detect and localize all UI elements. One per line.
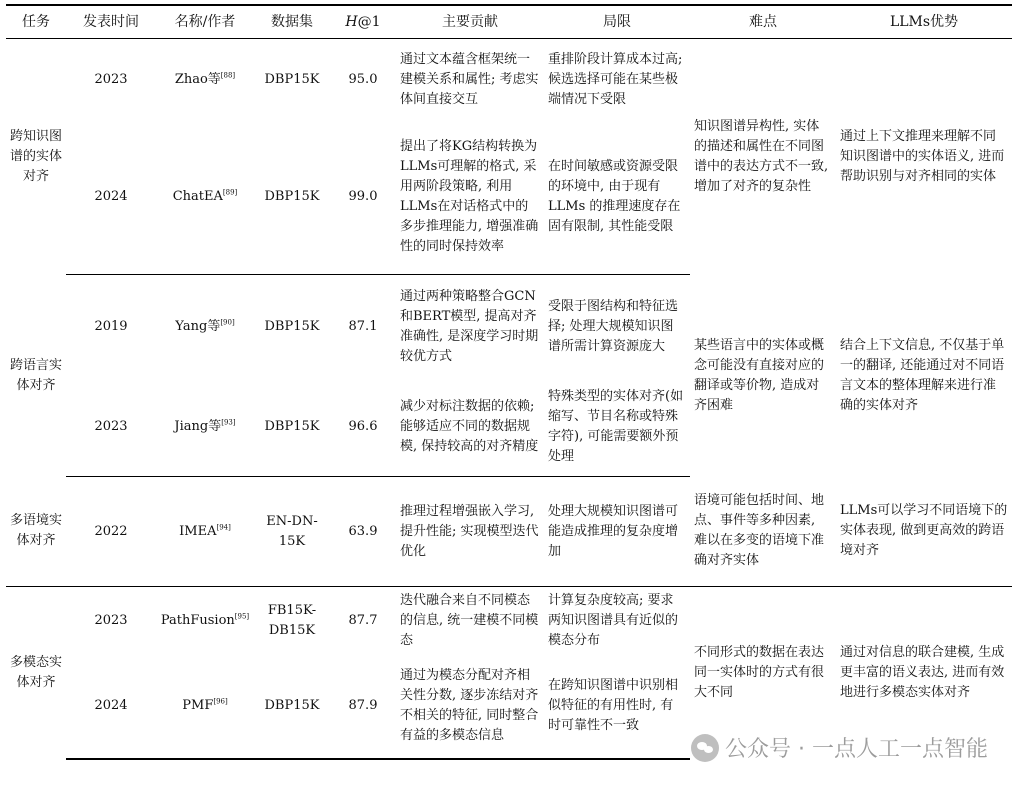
header-metric-h: H xyxy=(345,14,358,30)
year-cell: 2023 xyxy=(94,612,128,628)
author-name: Zhao等 xyxy=(174,71,221,87)
dataset-cell: DBP15K xyxy=(254,379,330,477)
author-cell xyxy=(156,379,254,477)
citation-ref: [94] xyxy=(216,523,231,532)
limitation-cell: 特殊类型的实体对齐(如缩写、节目名称或特殊字符), 可能需要额外预处理 xyxy=(544,379,690,477)
advantage-cell: 通过对信息的联合建模, 生成更丰富的语义表达, 进而有效地进行多模态实体对齐 xyxy=(840,644,1005,700)
contribution-cell: 推理过程增强嵌入学习, 提升性能; 实现模型迭代优化 xyxy=(396,477,544,587)
score-cell: 95.0 xyxy=(348,71,378,87)
contribution-cell: 迭代融合来自不同模态的信息, 统一建模不同模态 xyxy=(400,592,539,648)
header-row xyxy=(6,5,1012,39)
watermark xyxy=(691,732,988,763)
advantage-cell: 结合上下文信息, 不仅基于单一的翻译, 还能通过对不同语言文本的整体理解来进行准确的实体对齐 xyxy=(840,337,1005,413)
header-difficulty: 难点 xyxy=(690,5,836,39)
year-cell: 2024 xyxy=(66,121,156,275)
advantage-cell: 通过上下文推理来理解不同知识图谱中的实体语义, 进而帮助识别与对齐相同的实体 xyxy=(840,128,1005,184)
contribution-cell: 减少对标注数据的依赖; 能够适应不同的数据规模, 保持较高的对齐精度 xyxy=(396,379,544,477)
score-cell: 87.1 xyxy=(348,318,378,334)
difficulty-cell: 语境可能包括时间、地点、事件等多种因素, 难以在多变的语境下准确对齐实体 xyxy=(690,477,836,587)
year-cell: 2023 xyxy=(94,71,128,87)
limitation-cell: 计算复杂度较高; 要求两知识图谱具有近似的模态分布 xyxy=(548,592,679,648)
year-cell: 2024 xyxy=(66,655,156,759)
author-cell xyxy=(156,655,254,759)
author-name: ChatEA xyxy=(172,189,223,205)
author-name: Yang等 xyxy=(175,318,221,334)
citation-ref: [96] xyxy=(213,697,228,706)
difficulty-cell: 某些语言中的实体或概念可能没有直接对应的翻译或等价物, 造成对齐困难 xyxy=(694,337,825,413)
score-cell: 87.7 xyxy=(348,612,378,628)
header-metric xyxy=(330,5,396,39)
citation-ref: [95] xyxy=(234,612,250,621)
score-cell: 99.0 xyxy=(330,121,396,275)
table-row xyxy=(6,39,1012,121)
dataset-cell: DBP15K xyxy=(264,318,320,334)
comparison-table xyxy=(6,4,1012,760)
limitation-cell: 处理大规模知识图谱可能造成推理的复杂度增加 xyxy=(544,477,690,587)
header-contribution: 主要贡献 xyxy=(396,5,544,39)
limitation-cell: 受限于图结构和特征选择; 处理大规模知识图谱所需计算资源庞大 xyxy=(548,298,679,354)
author-name: PathFusion xyxy=(160,612,235,628)
citation-ref: [88] xyxy=(220,71,236,80)
author-cell xyxy=(156,275,254,379)
header-task: 任务 xyxy=(6,5,66,39)
author-name: IMEA xyxy=(179,523,217,539)
task-cell: 跨知识图谱的实体对齐 xyxy=(10,128,63,184)
header-dataset: 数据集 xyxy=(254,5,330,39)
task-cell: 多模态实体对齐 xyxy=(10,654,63,690)
header-metric-at1: @1 xyxy=(357,14,381,30)
year-cell: 2023 xyxy=(66,379,156,477)
citation-ref: [90] xyxy=(220,318,235,327)
citation-ref: [89] xyxy=(222,188,238,197)
year-cell: 2019 xyxy=(94,318,128,334)
contribution-cell: 通过文本蕴含框架统一建模关系和属性; 考虑实体间直接交互 xyxy=(400,51,539,107)
author-cell xyxy=(156,587,254,655)
contribution-cell: 提出了将KG结构转换为LLMs可理解的格式, 采用两阶段策略, 利用LLMs在对话格式中的多步推理能力, 增强准确性的同时保持效率 xyxy=(396,121,544,275)
author-name: PMF xyxy=(182,698,214,713)
dataset-cell: DBP15K xyxy=(254,121,330,275)
table-row xyxy=(6,587,1012,655)
header-advantage: LLMs优势 xyxy=(836,5,1012,39)
table-row xyxy=(6,477,1012,587)
watermark-text: 公众号 · 一点人工一点智能 xyxy=(725,737,988,762)
dataset-cell: DBP15K xyxy=(254,655,330,759)
score-cell: 87.9 xyxy=(330,655,396,759)
author-cell xyxy=(156,477,254,587)
dataset-cell: DBP15K xyxy=(264,71,320,87)
author-cell xyxy=(156,39,254,121)
difficulty-cell: 不同形式的数据在表达同一实体时的方式有很大不同 xyxy=(694,644,825,700)
year-cell: 2022 xyxy=(66,477,156,587)
table-row xyxy=(6,275,1012,379)
contribution-cell: 通过为模态分配对齐相关性分数, 逐步冻结对齐不相关的特征, 同时整合有益的多模态信息 xyxy=(396,655,544,759)
author-cell xyxy=(156,121,254,275)
limitation-cell: 在跨知识图谱中识别相似特征的有用性时, 有时可靠性不一致 xyxy=(544,655,690,759)
dataset-cell: FB15K-DB15K xyxy=(267,602,317,638)
header-name: 名称/作者 xyxy=(156,5,254,39)
dataset-cell: EN-DN-15K xyxy=(254,477,330,587)
score-cell: 63.9 xyxy=(330,477,396,587)
difficulty-cell: 知识图谱异构性, 实体的描述和属性在不同图谱中的表达方式不一致, 增加了对齐的复杂性 xyxy=(694,118,829,194)
citation-ref: [93] xyxy=(221,418,236,427)
contribution-cell: 通过两种策略整合GCN和BERT模型, 提高对齐准确性, 是深度学习时期较优方式 xyxy=(400,288,539,364)
author-name: Jiang等 xyxy=(174,419,222,435)
header-year: 发表时间 xyxy=(66,5,156,39)
wechat-icon xyxy=(691,734,719,762)
task-cell: 跨语言实体对齐 xyxy=(10,357,63,393)
advantage-cell: LLMs可以学习不同语境下的实体表现, 做到更高效的跨语境对齐 xyxy=(836,477,1012,587)
limitation-cell: 重排阶段计算成本过高; 候选选择可能在某些极端情况下受限 xyxy=(548,51,683,107)
limitation-cell: 在时间敏感或资源受限的环境中, 由于现有 LLMs 的推理速度存在固有限制, 其性能受限 xyxy=(544,121,690,275)
score-cell: 96.6 xyxy=(330,379,396,477)
header-limitation: 局限 xyxy=(544,5,690,39)
task-cell: 多语境实体对齐 xyxy=(6,477,66,587)
